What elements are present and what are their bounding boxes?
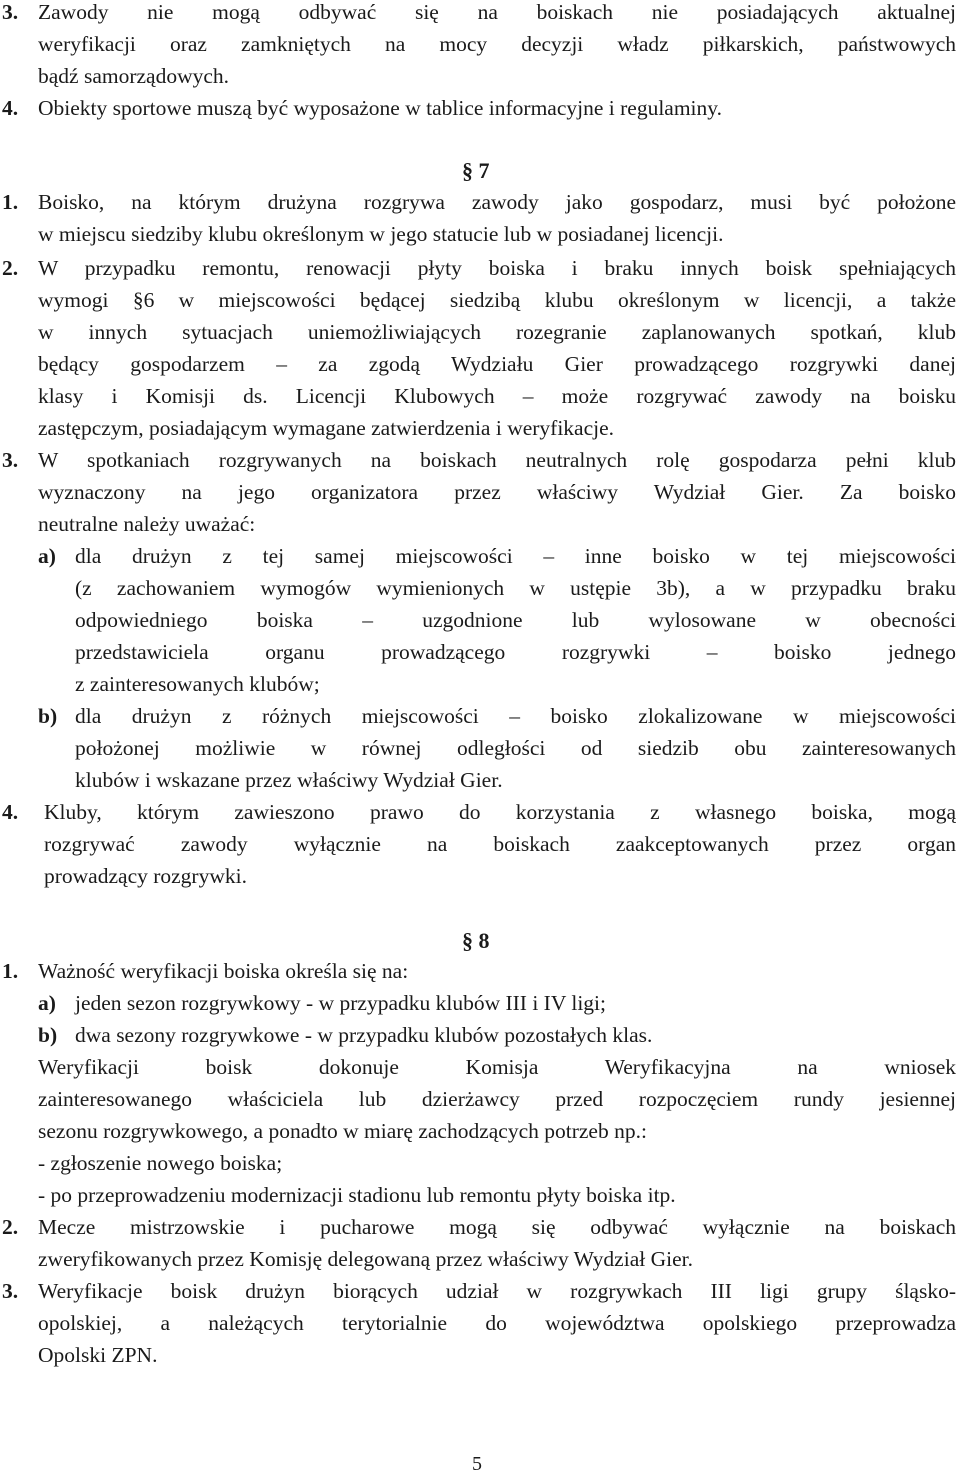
text-line: Opolski ZPN. xyxy=(38,1343,158,1367)
text-line: rozgrywać zawody wyłącznie na boiskach zaakceptowanych przez organ xyxy=(44,832,956,856)
text-line: zastępczym, posiadającym wymagane zatwierdzenia i weryfikacje. xyxy=(38,416,615,440)
text-line: W spotkaniach rozgrywanych na boiskach neutralnych rolę gospodarza pełni klub xyxy=(38,448,956,472)
text-line: Weryfikacji boisk dokonuje Komisja Weryfikacyjna na wniosek xyxy=(38,1055,956,1079)
text-line: w miejscu siedziby klubu określonym w jego statucie lub w posiadanej licencji. xyxy=(38,222,724,246)
item-letter: a) xyxy=(38,544,56,568)
text-line: bądź samorządowych. xyxy=(38,64,230,88)
text-line: wyznaczony na jego organizatora przez właściwy Wydział Gier. Za boisko xyxy=(38,480,956,504)
text-line: Mecze mistrzowskie i pucharowe mogą się odbywać wyłącznie na boiskach xyxy=(38,1215,956,1239)
item-number: 2. xyxy=(2,1215,19,1239)
section-heading: § 8 xyxy=(462,928,490,953)
item-number: 3. xyxy=(2,448,19,472)
item-number: 1. xyxy=(2,190,19,214)
item-letter: b) xyxy=(38,704,58,728)
item-number: 4. xyxy=(2,800,19,824)
text-line: weryfikacji oraz zamkniętych na mocy decyzji władz piłkarskich, państwowych xyxy=(38,32,956,56)
text-line: dla drużyn z tej samej miejscowości – inne boisko w tej miejscowości xyxy=(75,544,956,568)
section-heading: § 7 xyxy=(462,158,490,183)
text-line: dla drużyn z różnych miejscowości – boisko zlokalizowane w miejscowości xyxy=(75,704,956,728)
text-line: prowadzący rozgrywki. xyxy=(44,864,247,888)
text-line: jeden sezon rozgrywkowy - w przypadku klubów III i IV ligi; xyxy=(75,991,607,1015)
text-line: przedstawiciela organu prowadzącego rozgrywki – boisko jednego xyxy=(75,640,956,664)
text-line: W przypadku remontu, renowacji płyty boiska i braku innych boisk spełniających xyxy=(38,256,956,280)
text-line: Kluby, którym zawieszono prawo do korzystania z własnego boiska, mogą xyxy=(44,800,956,824)
item-number: 1. xyxy=(2,959,19,983)
text-line: Boisko, na którym drużyna rozgrywa zawody jako gospodarz, musi być położone xyxy=(38,190,956,214)
item-number: 3. xyxy=(2,0,19,24)
text-line: odpowiedniego boiska – uzgodnione lub wylosowane w obecności xyxy=(75,608,956,632)
text-line: klubów i wskazane przez właściwy Wydział Gier. xyxy=(75,768,503,792)
text-line: wymogi §6 w miejscowości będącej siedzibą klubu określonym w licencji, a także xyxy=(38,288,956,312)
text-line: (z zachowaniem wymogów wymienionych w ustępie 3b), a w przypadku braku xyxy=(75,576,956,600)
item-letter: b) xyxy=(38,1023,58,1047)
text-line: - zgłoszenie nowego boiska; xyxy=(38,1151,283,1175)
item-number: 2. xyxy=(2,256,19,280)
text-line: w innych sytuacjach uniemożliwiających rozegranie zaplanowanych spotkań, klub xyxy=(38,320,956,344)
text-line: Zawody nie mogą odbywać się na boiskach nie posiadających aktualnej xyxy=(38,0,956,24)
text-line: z zainteresowanych klubów; xyxy=(75,672,320,696)
text-line: dwa sezony rozgrywkowe - w przypadku klubów pozostałych klas. xyxy=(75,1023,653,1047)
text-line: Obiekty sportowe muszą być wyposażone w tablice informacyjne i regulaminy. xyxy=(38,96,723,120)
item-number: 3. xyxy=(2,1279,19,1303)
text-line: neutralne należy uważać: xyxy=(38,512,256,536)
text-line: klasy i Komisji ds. Licencji Klubowych – może rozgrywać zawody na boisku xyxy=(38,384,956,408)
text-line: sezonu rozgrywkowego, a ponadto w miarę zachodzących potrzeb np.: xyxy=(38,1119,647,1143)
text-line: opolskiej, a należących terytorialnie do województwa opolskiego przeprowadza xyxy=(38,1311,956,1335)
text-line: zweryfikowanych przez Komisję delegowaną przez właściwy Wydział Gier. xyxy=(38,1247,693,1271)
text-line: - po przeprowadzeniu modernizacji stadionu lub remontu płyty boiska itp. xyxy=(38,1183,676,1207)
text-line: będący gospodarzem – za zgodą Wydziału Gier prowadzącego rozgrywki danej xyxy=(38,352,956,376)
text-line: Weryfikacje boisk drużyn biorących udział w rozgrywkach III ligi grupy śląsko- xyxy=(38,1279,956,1303)
text-line: Ważność weryfikacji boiska określa się na: xyxy=(38,959,409,983)
item-letter: a) xyxy=(38,991,56,1015)
text-line: zainteresowanego właściciela lub dzierżawcy przed rozpoczęciem rundy jesiennej xyxy=(38,1087,956,1111)
page-number: 5 xyxy=(472,1453,482,1475)
text-line: położonej możliwie w równej odległości od siedzib obu zainteresowanych xyxy=(75,736,956,760)
item-number: 4. xyxy=(2,96,19,120)
